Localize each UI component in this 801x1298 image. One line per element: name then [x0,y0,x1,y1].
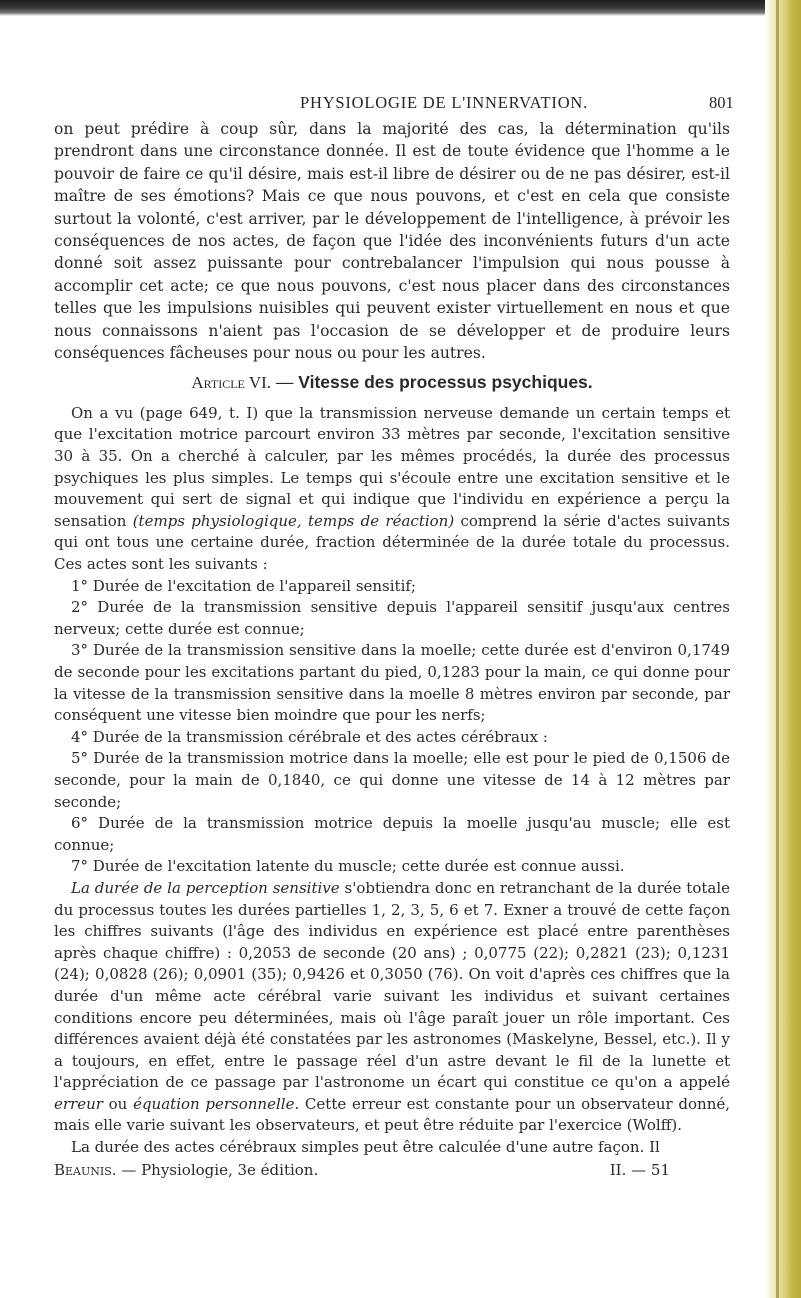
text-run: Cette erreur est constante pour un observateur donné, mais elle varie suivant les observateurs, et peut être réduite par l'exercice (Wolff). [54,1094,731,1135]
text-run: On a vu (page 649, t. I) que la transmission nerveuse demande un certain temps et que l'excitation motrice parcourt environ 33 mètres par seconde, l'excitation sensitive 30 à 35. On a cherché à calculer, par les mêmes procédés, la durée des processus psychiques les plus simples. Le temps qui s'écoule entre une excitation sensitive et le mouvement qui sert de signal et qui indique que l'individu en expérience a perçu la sensation [54,403,730,530]
page-body [54,118,730,1181]
italic-run: La durée de la perception sensitive [71,878,340,897]
text-run: s'obtiendra donc en retranchant de la durée totale du processus toutes les durées partielles 1, 2, 3, 5, 6 et 7. Exner a trouvé de cette façon les chiffres suivants (l'âge des individus en expérience est placé entre parenthèses après chaque chiffre) : 0,2053 de seconde (20 ans) ; 0,0775 (22); 0,2821 (23); 0,1231 (24); 0,0828 (26); 0,0901 (35); 0,9426 et 0,3050 (76). On voit d'après ces chiffres que la durée d'un même acte cérébral varie suivant les individus et suivant certaines conditions encore peu déterminées, mais où l'âge paraît jouer un rôle important. Ces différences avaient déjà été constatées par les astronomes (Maskelyne, Bessel, etc.). Il y a toujours, en effet, entre le passage réel d'un astre devant le fil de la lunette et l'appréciation de ce passage par l'astronome un écart qui constitue ce qu'on a appelé [54,878,731,1092]
article-label: Article VI. [191,373,272,393]
article-title: Vitesse des processus psychiques. [298,372,593,393]
article-heading [54,371,730,394]
list-item-1: 1° Durée de l'excitation de l'appareil sensitif; [71,576,416,595]
list-item-7: 7° Durée de l'excitation latente du muscle; cette durée est connue aussi. [71,857,625,876]
footer-title: — Physiologie, 3e édition. [116,1160,319,1179]
italic-run: (temps physiologique, temps de réaction) [132,511,455,530]
list-item-5: 5° Durée de la transmission motrice dans la moelle; elle est pour le pied de 0,1506 de seconde, pour la main de 0,1840, ce qui donne une vitesse de 14 à 12 mètres par seconde; [54,749,730,811]
scan-top-shadow [0,0,801,16]
paragraph-perception [54,878,730,1137]
running-title: PHYSIOLOGIE DE L'INNERVATION. [300,93,589,112]
article-dash: — [271,372,299,393]
italic-run: erreur [54,1094,103,1113]
list-item-6: 6° Durée de la transmission motrice depuis la moelle jusqu'au muscle; elle est connue; [54,814,730,854]
text-run: comprend la série d'actes suivants qui ont tous une certaine durée, fraction déterminée de la durée totale du processus. Ces actes sont les suivants : [54,511,730,574]
paragraph-temps-physiologique [54,403,730,576]
footer-citation [54,1160,318,1182]
page-footer [54,1160,730,1182]
article-body [54,403,730,1181]
intro-paragraph: on peut prédire à coup sûr, dans la majorité des cas, la détermination qu'ils prendront dans une circonstance donnée. Il est de toute évidence que l'homme a le pouvoir de faire ce qu'il désire, mais est-il libre de désirer ou de ne pas désirer, est-il maître de ses émotions? Mais ce que nous pouvons, et c'est en cela que consiste surtout la volonté, c'est arriver, par le développement de l'intelligence, à prévoir les conséquences de nos actes, de façon que l'idée des inconvénients futurs d'un acte donné soit assez puissante pour contrebalancer l'impulsion qui nous pousse à accomplir cet acte; ce que nous pouvons, c'est nous placer dans des circonstances telles que les impulsions nuisibles qui peuvent exister virtuellement en nous et que nous connaissons n'aient pas l'occasion de se développer et de produire leurs conséquences fâcheuses pour nous ou pour les autres. [54,120,730,363]
list-item-3: 3° Durée de la transmission sensitive dans la moelle; cette durée est d'environ 0,1749 de seconde pour les excitations partant du pied, 0,1283 pour la main, ce qui donne pour la vitesse de la transmission sensitive dans la moelle 8 mètres environ par seconde, par conséquent une vitesse bien moindre que pour les nerfs; [54,641,730,725]
paragraph-last: La durée des actes cérébraux simples peut être calculée d'une autre façon. Il [71,1138,660,1157]
list-item-2: 2° Durée de la transmission sensitive depuis l'appareil sensitif jusqu'aux centres nerveux; cette durée est connue; [54,598,730,638]
list-item-4: 4° Durée de la transmission cérébrale et des actes cérébraux : [71,727,548,746]
binding-line [776,0,779,1298]
page-number: 801 [709,93,734,112]
text-run: ou [102,1094,134,1113]
page-binding-edge [765,0,801,1298]
footer-author: Beaunis. [54,1160,117,1179]
footer-signature: II. — 51 [609,1160,670,1179]
italic-run: équation personnelle. [133,1094,300,1113]
